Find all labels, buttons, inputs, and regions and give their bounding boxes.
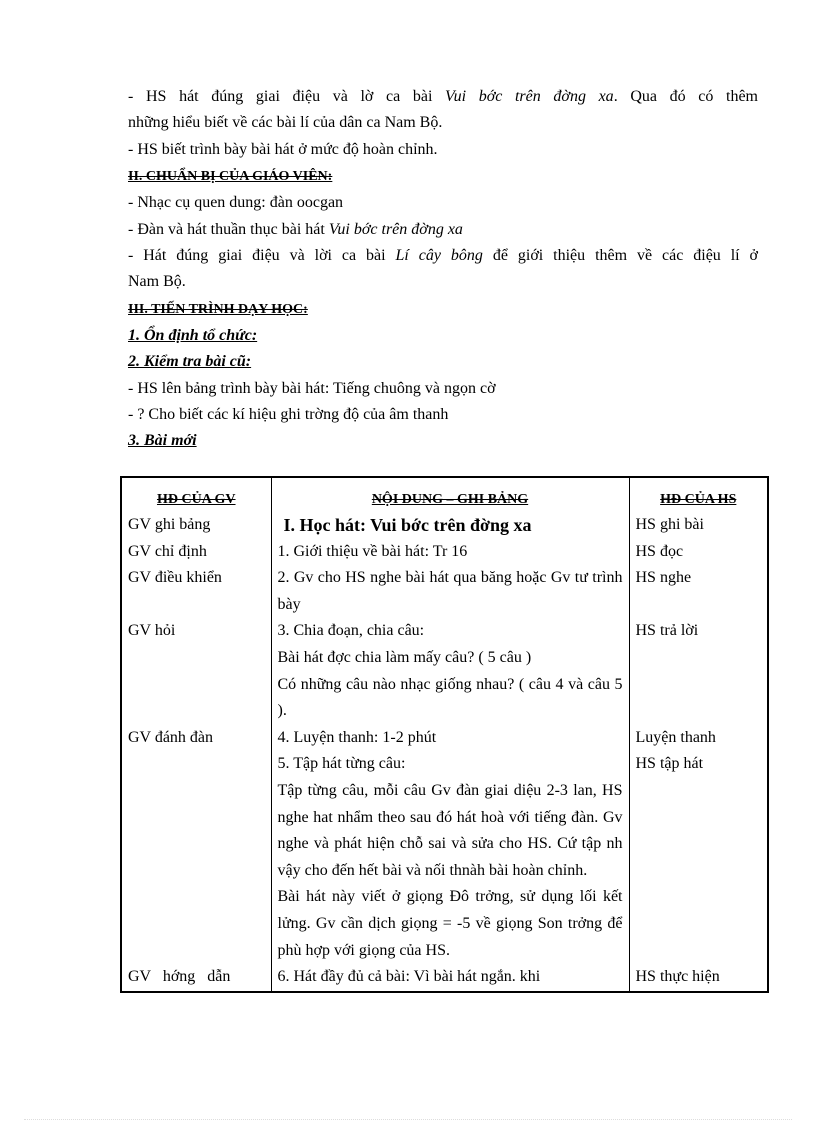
intro-text: - HS hát đúng giai điệu và lờ ca bài <box>128 88 446 105</box>
table-row <box>121 539 768 566</box>
content-cell: 3. Chia đoạn, chia câu: <box>271 618 629 645</box>
teacher-cell <box>121 778 271 884</box>
lesson-table <box>120 476 769 993</box>
section-heading: II. CHUẨN BỊ CỦA GIÁO VIÊN: <box>128 169 333 184</box>
student-cell: HS thực hiện <box>635 968 720 986</box>
intro-line-2: những hiểu biết về các bài lí của dân ca Nam Bộ. <box>128 114 443 131</box>
page-edge <box>24 1119 792 1120</box>
table-row <box>121 778 768 884</box>
content-cell: 5. Tập hát từng câu: <box>271 751 629 778</box>
student-cell: HS đọc <box>635 542 684 560</box>
song-title: Vui bớc trên đờng xa <box>445 88 614 105</box>
header-content: NỘI DUNG – GHI BẢNG <box>271 477 629 512</box>
prep-text: - Đàn và hát thuần thục bài hát <box>128 221 329 238</box>
content-title: I. Học hát: Vui bớc trên đờng xa <box>271 512 629 539</box>
content-cell: 2. Gv cho HS nghe bài hát qua băng hoặc Gv tư trình bày <box>271 565 629 618</box>
student-cell: HS trả lời <box>635 622 699 640</box>
content-cell: 1. Giới thiệu về bài hát: Tr 16 <box>271 539 629 566</box>
teacher-cell: GV điều khiển <box>128 569 222 587</box>
table-row <box>121 618 768 645</box>
student-cell <box>629 672 768 725</box>
teacher-cell <box>121 751 271 778</box>
prep-item <box>128 220 758 240</box>
intro-text: . Qua đó có thêm <box>613 88 758 105</box>
header-student: HĐ CỦA HS <box>660 492 737 507</box>
content-cell: Bài hát này viết ở giọng Đô trởng, sử dụng lối kết lửng. Gv cần dịch giọng = -5 về giọng Son trởng để phù hợp với giọng của HS. <box>271 884 629 964</box>
content-cell: Bài hát đợc chia làm mấy câu? ( 5 câu ) <box>271 645 629 672</box>
subheading: 2. Kiểm tra bài cũ: <box>128 353 252 370</box>
prep-item <box>128 246 758 266</box>
intro-line-3: - HS biết trình bày bài hát ở mức độ hoàn chỉnh. <box>128 141 438 158</box>
teacher-cell <box>121 672 271 725</box>
table-row <box>121 884 768 964</box>
table-header-row <box>121 477 768 512</box>
teacher-cell: GV ghi bảng <box>128 516 211 533</box>
table-row <box>121 751 768 778</box>
teacher-cell: GV hớng dẫn <box>128 968 231 986</box>
content-cell: Có những câu nào nhạc giống nhau? ( câu 4 và câu 5 ). <box>271 672 629 725</box>
teacher-cell <box>121 884 271 964</box>
teacher-cell: GV hỏi <box>128 622 176 640</box>
content-cell: 4. Luyện thanh: 1-2 phút <box>271 725 629 752</box>
table-row <box>121 565 768 618</box>
content-cell: 6. Hát đầy đủ cả bài: Vì bài hát ngắn. khi <box>271 964 629 992</box>
table-row <box>121 964 768 992</box>
student-cell <box>629 884 768 964</box>
subheading: 3. Bài mới <box>128 432 197 449</box>
teacher-cell: GV chỉ định <box>128 542 207 560</box>
teacher-cell: GV đánh đàn <box>128 728 214 746</box>
student-cell: HS ghi bài <box>635 516 704 533</box>
content-cell: Tập từng câu, mỗi câu Gv đàn giai diệu 2-3 lan, HS nghe hat nhẩm theo sau đó hát hoà với tiếng đàn. Gv nghe và phát hiện chỗ sai và sửa cho HS. Cứ tập nh vậy cho đến hết bài và nối thnàh bài hoàn chỉnh. <box>271 778 629 884</box>
header-teacher: HĐ CỦA GV <box>156 492 236 507</box>
table-row <box>121 512 768 539</box>
check-item: - HS lên bảng trình bày bài hát: Tiếng chuông và ngọn cờ <box>128 380 496 397</box>
prep-item: Nam Bộ. <box>128 273 186 290</box>
song-title: Vui bớc trên đờng xa <box>328 221 463 238</box>
section-heading: III. TIẾN TRÌNH DẠY HỌC: <box>128 302 308 317</box>
student-cell: HS nghe <box>635 569 692 587</box>
table-row <box>121 645 768 672</box>
student-cell: Luyện thanh <box>635 728 716 746</box>
intro-line-1 <box>128 87 758 107</box>
prep-item: - Nhạc cụ quen dung: đàn oocgan <box>128 194 344 211</box>
check-item: - ? Cho biết các kí hiệu ghi trờng độ của âm thanh <box>128 406 449 423</box>
song-title: Lí cây bông <box>395 247 483 264</box>
student-cell: HS tập hát <box>635 755 704 773</box>
prep-text: để giới thiệu thêm về các điệu lí ở <box>482 247 759 264</box>
teacher-cell <box>121 645 271 672</box>
table-row <box>121 725 768 752</box>
subheading: 1. Ổn định tổ chức: <box>128 327 258 344</box>
prep-text: - Hát đúng giai điệu và lời ca bài <box>128 247 396 264</box>
table-row <box>121 672 768 725</box>
student-cell <box>629 778 768 884</box>
student-cell <box>629 645 768 672</box>
